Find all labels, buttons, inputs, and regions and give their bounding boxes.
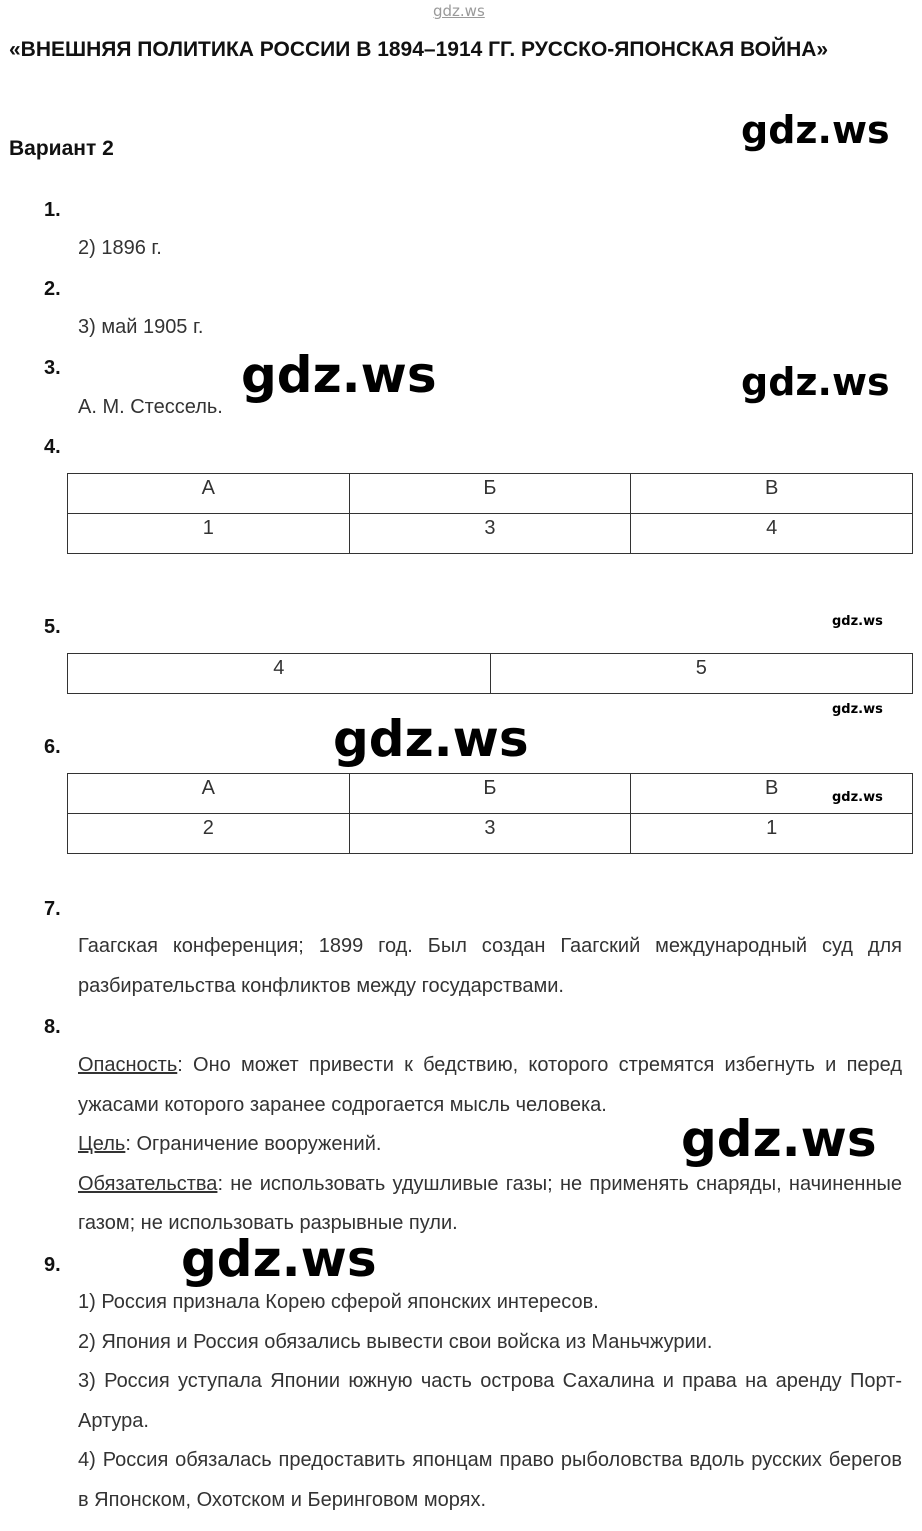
goal-text: : Ограничение вооружений. — [125, 1133, 382, 1155]
danger-label: Опасность — [78, 1054, 178, 1076]
table-header-cell: А — [68, 474, 350, 514]
watermark: gdz.ws — [741, 108, 890, 152]
watermark: gdz.ws — [181, 1230, 377, 1288]
question-number-1: 1. — [44, 199, 61, 221]
answer-7 — [78, 927, 902, 1006]
question-number-5: 5. — [44, 616, 61, 638]
variant-heading: Вариант 2 — [9, 137, 114, 160]
answer-3: А. М. Стессель. — [78, 396, 223, 418]
obligations-label: Обязательства — [78, 1172, 218, 1195]
answer-table-5 — [67, 653, 913, 694]
question-number-8: 8. — [44, 1016, 61, 1038]
table-cell: 5 — [490, 654, 913, 694]
page-title: «ВНЕШНЯЯ ПОЛИТИКА РОССИИ В 1894–1914 ГГ. РУССКО-ЯПОНСКАЯ ВОЙНА» — [9, 38, 829, 61]
site-watermark-link[interactable]: gdz.ws — [433, 2, 485, 20]
table-header-cell: В — [631, 474, 913, 514]
table-row — [68, 814, 913, 854]
table-header-cell: А — [68, 774, 350, 814]
obligations-text: : не использовать удушливые газы; не применять снаряды, начиненные газом; не использовать разрывные пули. — [78, 1172, 902, 1234]
table-cell: 4 — [631, 514, 913, 554]
answer-1: 2) 1896 г. — [78, 237, 162, 259]
table-row — [68, 514, 913, 554]
watermark: gdz.ws — [832, 790, 883, 805]
table-header-cell: В — [631, 774, 913, 814]
list-item: 2) Япония и Россия обязались вывести свои войска из Маньчжурии. — [78, 1330, 713, 1353]
watermark: gdz.ws — [832, 702, 883, 717]
answer-9 — [78, 1283, 902, 1520]
table-row — [68, 654, 913, 694]
question-number-6: 6. — [44, 736, 61, 758]
question-number-9: 9. — [44, 1254, 61, 1276]
goal-label: Цель — [78, 1133, 126, 1155]
table-header-cell: Б — [349, 474, 631, 514]
question-number-7: 7. — [44, 898, 61, 920]
answer-table-4 — [67, 473, 913, 554]
list-item: 3) Россия уступала Японии южную часть острова Сахалина и права на аренду Порт-Артура. — [78, 1370, 902, 1432]
table-header-cell: Б — [349, 774, 631, 814]
question-number-2: 2. — [44, 278, 61, 300]
answer-2: 3) май 1905 г. — [78, 316, 204, 338]
table-cell: 4 — [68, 654, 491, 694]
danger-text: : Оно может привести к бедствию, которого стремятся избегнуть и перед ужасами которого заранее содрогается мысль человека. — [78, 1054, 902, 1116]
watermark: gdz.ws — [241, 346, 437, 404]
table-cell: 2 — [68, 814, 350, 854]
question-number-4: 4. — [44, 436, 61, 458]
watermark: gdz.ws — [333, 710, 529, 768]
watermark: gdz.ws — [741, 360, 890, 404]
table-cell: 3 — [349, 814, 631, 854]
watermark: gdz.ws — [681, 1110, 877, 1168]
table-cell: 3 — [349, 514, 631, 554]
answer-7-text: Гаагская конференция; 1899 год. Был создан Гаагский международный суд для разбирательства конфликтов между государствами. — [78, 935, 902, 997]
answer-table-6 — [67, 773, 913, 854]
question-number-3: 3. — [44, 357, 61, 379]
list-item: 1) Россия признала Корею сферой японских интересов. — [78, 1291, 599, 1313]
table-cell: 1 — [68, 514, 350, 554]
table-header-row — [68, 774, 913, 814]
watermark: gdz.ws — [832, 614, 883, 629]
list-item: 4) Россия обязалась предоставить японцам право рыболовства вдоль русских берегов в Японском, Охотском и Беринговом морях. — [78, 1449, 902, 1511]
table-header-row — [68, 474, 913, 514]
table-cell: 1 — [631, 814, 913, 854]
